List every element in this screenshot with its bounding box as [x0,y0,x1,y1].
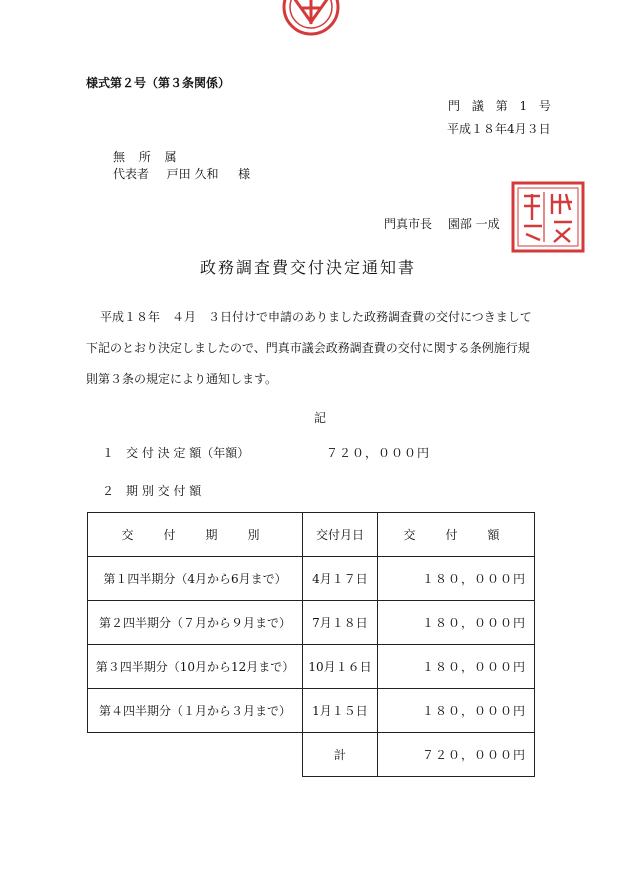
rep-prefix: 代表者 [113,167,150,181]
total-blank [88,733,303,777]
body-text [86,302,556,395]
item-1-label: １ 交 付 決 定 額（年額） [102,446,250,460]
amount-cell: １８０，０００円 [378,601,535,645]
top-seal-icon [282,0,340,36]
total-label: 計 [303,733,378,777]
period-cell: 第２四半期分（７月から９月まで） [88,601,303,645]
period-cell: 第１四半期分（4月から6月まで） [88,557,303,601]
ki-marker: 記 [314,411,327,425]
schedule-table [87,512,535,777]
period-cell: 第３四半期分（10月から12月まで） [88,645,303,689]
table-header-row [88,513,535,557]
rep-honorific: 様 [238,167,251,181]
form-label: 様式第２号（第３条関係） [86,76,231,90]
header-date: 交付月日 [303,513,378,557]
body-line: 平成１８年 ４月 ３日付けで申請のありました政務調査費の交付につきまして [100,310,532,324]
official-seal-icon [510,180,586,254]
table-row [88,645,535,689]
date-cell: 7月１８日 [303,601,378,645]
doc-date: 平成１８年4月３日 [447,122,551,136]
table-total-row [88,733,535,777]
body-line: 下記のとおり決定しましたので、門真市議会政務調査費の交付に関する条例施行規 [86,341,530,355]
date-cell: 10月１６日 [303,645,378,689]
body-line: 則第３条の規定により通知します。 [86,372,278,386]
item-2-label: ２ 期 別 交 付 額 [102,484,202,498]
recipient-representative [113,167,250,181]
header-period: 交 付 期 別 [88,513,303,557]
amount-cell: １８０，０００円 [378,689,535,733]
period-cell: 第４四半期分（１月から３月まで） [88,689,303,733]
date-cell: 4月１７日 [303,557,378,601]
recipient-org: 無 所 属 [113,150,182,164]
rep-name: 戸田 久和 [166,167,219,181]
item-1-amount: ７２０，０００円 [326,446,431,460]
date-cell: 1月１５日 [303,689,378,733]
table-row [88,601,535,645]
amount-cell: １８０，０００円 [378,645,535,689]
document-title: 政務調査費交付決定通知書 [200,258,417,277]
amount-cell: １８０，０００円 [378,557,535,601]
doc-number: 門 議 第 1 号 [448,99,555,113]
issuer: 門真市長 園部 一成 [384,217,500,231]
table-row [88,557,535,601]
table-row [88,689,535,733]
total-amount: ７２０，０００円 [378,733,535,777]
header-amount: 交 付 額 [378,513,535,557]
